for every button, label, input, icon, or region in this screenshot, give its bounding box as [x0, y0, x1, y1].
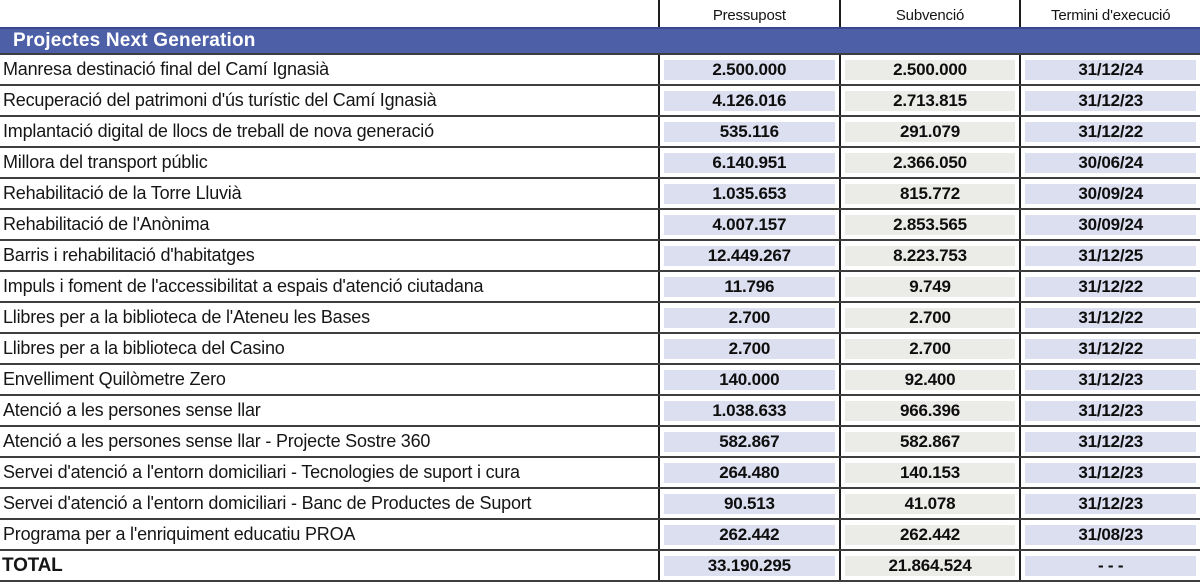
pressupost-cell	[658, 489, 839, 518]
pressupost-cell	[658, 427, 839, 456]
subvencio-value: 92.400	[845, 370, 1016, 390]
project-label: Programa per a l'enriquiment educatiu PROA	[3, 524, 356, 544]
termini-value: 30/09/24	[1025, 184, 1196, 204]
table-row	[0, 456, 1200, 487]
section-title: Projectes Next Generation	[13, 30, 256, 51]
pressupost-value: 4.007.157	[664, 215, 835, 235]
project-label: Recuperació del patrimoni d'ús turístic del Camí Ignasià	[3, 90, 437, 110]
termini-cell	[1019, 55, 1200, 84]
termini-value: 31/12/22	[1025, 277, 1196, 297]
termini-cell	[1019, 117, 1200, 146]
pressupost-value: 1.035.653	[664, 184, 835, 204]
termini-value: 31/12/24	[1025, 60, 1196, 80]
column-header-subvencio: Subvenció	[839, 0, 1020, 27]
subvencio-value: 9.749	[845, 277, 1016, 297]
project-label: Rehabilitació de l'Anònima	[3, 214, 210, 234]
pressupost-value: 4.126.016	[664, 91, 835, 111]
subvencio-cell	[839, 241, 1020, 270]
pressupost-value: 262.442	[664, 525, 835, 545]
termini-cell	[1019, 86, 1200, 115]
table-row	[0, 115, 1200, 146]
subvencio-cell	[839, 551, 1020, 580]
subvencio-cell	[839, 489, 1020, 518]
pressupost-value: 12.449.267	[664, 246, 835, 266]
subvencio-value: 2.700	[845, 339, 1016, 359]
subvencio-value: 8.223.753	[845, 246, 1016, 266]
table-row	[0, 53, 1200, 84]
pressupost-value: 2.700	[664, 308, 835, 328]
termini-cell	[1019, 551, 1200, 580]
termini-value: 31/12/22	[1025, 308, 1196, 328]
pressupost-cell	[658, 210, 839, 239]
pressupost-value: 264.480	[664, 463, 835, 483]
section-title-band	[0, 27, 1200, 53]
column-header-row	[0, 0, 1200, 27]
project-label: Millora del transport públic	[3, 152, 208, 172]
pressupost-cell	[658, 396, 839, 425]
pressupost-value: 140.000	[664, 370, 835, 390]
table-row	[0, 394, 1200, 425]
project-label: Atenció a les persones sense llar - Projecte Sostre 360	[3, 431, 431, 451]
table-row	[0, 332, 1200, 363]
table-row	[0, 239, 1200, 270]
termini-value: 31/12/23	[1025, 463, 1196, 483]
pressupost-value: 6.140.951	[664, 153, 835, 173]
subvencio-cell	[839, 458, 1020, 487]
pressupost-cell	[658, 458, 839, 487]
termini-cell	[1019, 303, 1200, 332]
pressupost-value: 2.500.000	[664, 60, 835, 80]
pressupost-cell	[658, 55, 839, 84]
table-body	[0, 53, 1200, 580]
pressupost-cell	[658, 117, 839, 146]
subvencio-value: 966.396	[845, 401, 1016, 421]
table-row	[0, 301, 1200, 332]
table-row	[0, 84, 1200, 115]
table-row	[0, 208, 1200, 239]
subvencio-cell	[839, 427, 1020, 456]
termini-value: 31/12/25	[1025, 246, 1196, 266]
termini-value: 31/08/23	[1025, 525, 1196, 545]
subvencio-value: 262.442	[845, 525, 1016, 545]
total-row	[0, 549, 1200, 580]
pressupost-cell	[658, 334, 839, 363]
subvencio-cell	[839, 520, 1020, 549]
pressupost-cell	[658, 520, 839, 549]
table-row	[0, 487, 1200, 518]
termini-value: 31/12/23	[1025, 91, 1196, 111]
project-label: Servei d'atenció a l'entorn domiciliari - Banc de Productes de Suport	[3, 493, 532, 513]
subvencio-value: 21.864.524	[845, 556, 1016, 576]
subvencio-cell	[839, 365, 1020, 394]
termini-cell	[1019, 179, 1200, 208]
termini-value: 31/12/22	[1025, 122, 1196, 142]
termini-cell	[1019, 365, 1200, 394]
project-label: Barris i rehabilitació d'habitatges	[3, 245, 255, 265]
termini-cell	[1019, 396, 1200, 425]
subvencio-cell	[839, 303, 1020, 332]
subvencio-value: 291.079	[845, 122, 1016, 142]
termini-cell	[1019, 210, 1200, 239]
subvencio-value: 2.713.815	[845, 91, 1016, 111]
termini-cell	[1019, 427, 1200, 456]
termini-value: 30/06/24	[1025, 153, 1196, 173]
pressupost-value: 582.867	[664, 432, 835, 452]
pressupost-value: 1.038.633	[664, 401, 835, 421]
termini-cell	[1019, 458, 1200, 487]
termini-value: - - -	[1025, 556, 1196, 576]
project-label: Envelliment Quilòmetre Zero	[3, 369, 226, 389]
termini-cell	[1019, 241, 1200, 270]
pressupost-value: 11.796	[664, 277, 835, 297]
pressupost-cell	[658, 303, 839, 332]
table-row	[0, 177, 1200, 208]
pressupost-cell	[658, 86, 839, 115]
project-label: Servei d'atenció a l'entorn domiciliari - Tecnologies de suport i cura	[3, 462, 520, 482]
pressupost-cell	[658, 551, 839, 580]
subvencio-value: 140.153	[845, 463, 1016, 483]
pressupost-value: 90.513	[664, 494, 835, 514]
project-label: Atenció a les persones sense llar	[3, 400, 261, 420]
project-label: Implantació digital de llocs de treball de nova generació	[3, 121, 434, 141]
subvencio-value: 2.853.565	[845, 215, 1016, 235]
subvencio-cell	[839, 210, 1020, 239]
project-label: Rehabilitació de la Torre Lluvià	[3, 183, 242, 203]
project-label: TOTAL	[2, 554, 63, 576]
table-row	[0, 146, 1200, 177]
termini-cell	[1019, 489, 1200, 518]
subvencio-cell	[839, 179, 1020, 208]
table-row	[0, 518, 1200, 549]
termini-value: 31/12/22	[1025, 339, 1196, 359]
subvencio-value: 2.700	[845, 308, 1016, 328]
table-row	[0, 270, 1200, 301]
subvencio-cell	[839, 334, 1020, 363]
pressupost-value: 2.700	[664, 339, 835, 359]
subvencio-value: 582.867	[845, 432, 1016, 452]
termini-value: 31/12/23	[1025, 401, 1196, 421]
pressupost-value: 33.190.295	[664, 556, 835, 576]
pressupost-cell	[658, 272, 839, 301]
table-row	[0, 363, 1200, 394]
project-label: Llibres per a la biblioteca de l'Ateneu les Bases	[3, 307, 370, 327]
header-spacer	[0, 0, 658, 27]
termini-cell	[1019, 272, 1200, 301]
subvencio-cell	[839, 272, 1020, 301]
termini-value: 31/12/23	[1025, 370, 1196, 390]
subvencio-cell	[839, 86, 1020, 115]
subvencio-cell	[839, 148, 1020, 177]
termini-value: 31/12/23	[1025, 432, 1196, 452]
subvencio-value: 41.078	[845, 494, 1016, 514]
subvencio-value: 815.772	[845, 184, 1016, 204]
termini-cell	[1019, 334, 1200, 363]
termini-value: 31/12/23	[1025, 494, 1196, 514]
subvencio-cell	[839, 55, 1020, 84]
project-label: Impuls i foment de l'accessibilitat a espais d'atenció ciutadana	[3, 276, 484, 296]
pressupost-cell	[658, 148, 839, 177]
column-header-termini: Termini d'execució	[1019, 0, 1200, 27]
pressupost-cell	[658, 365, 839, 394]
project-label: Manresa destinació final del Camí Ignasià	[3, 59, 329, 79]
pressupost-value: 535.116	[664, 122, 835, 142]
subvencio-value: 2.500.000	[845, 60, 1016, 80]
termini-cell	[1019, 148, 1200, 177]
pressupost-cell	[658, 179, 839, 208]
pressupost-cell	[658, 241, 839, 270]
project-label: Llibres per a la biblioteca del Casino	[3, 338, 285, 358]
subvencio-value: 2.366.050	[845, 153, 1016, 173]
termini-value: 30/09/24	[1025, 215, 1196, 235]
subvencio-cell	[839, 117, 1020, 146]
subvencio-cell	[839, 396, 1020, 425]
termini-cell	[1019, 520, 1200, 549]
column-header-pressupost: Pressupost	[658, 0, 839, 27]
table-row	[0, 425, 1200, 456]
